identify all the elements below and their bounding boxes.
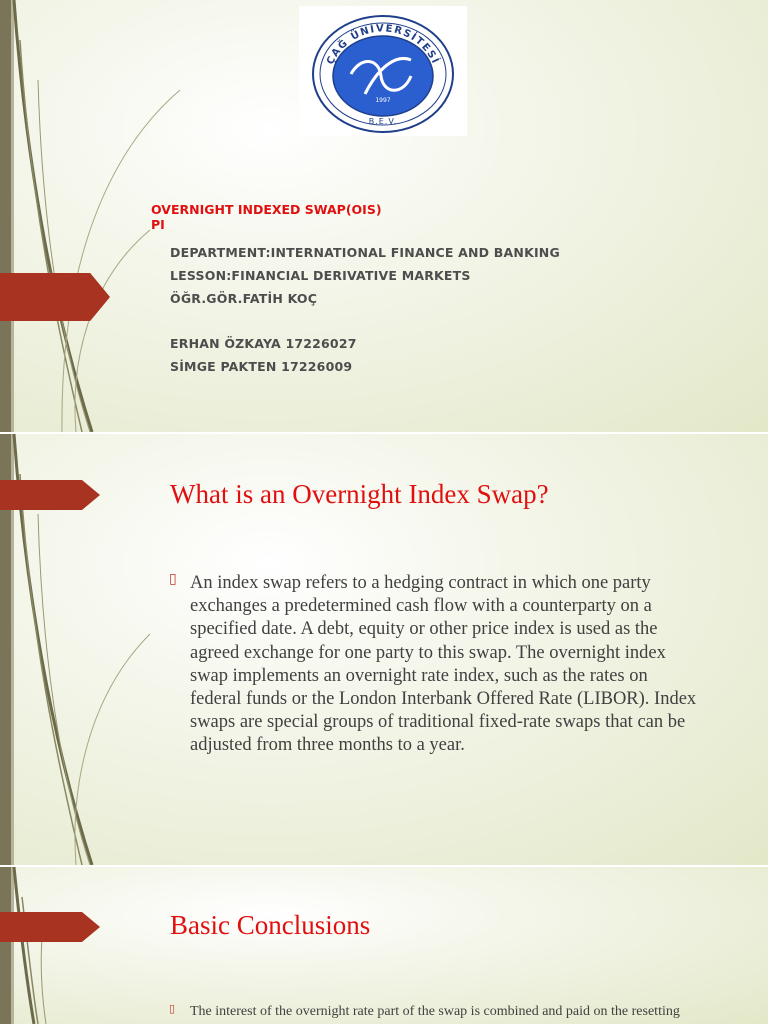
lesson-line: LESSON:FINANCIAL DERIVATIVE MARKETS (170, 268, 471, 283)
student-1-line: ERHAN ÖZKAYA 17226027 (170, 336, 357, 351)
bullet-line: swaps are special groups of traditional fixed-rate swaps that can be (190, 712, 686, 733)
bullet-line: swap implements an overnight rate index, such as the rates on (190, 665, 648, 686)
title-line-1: OVERNIGHT INDEXED SWAP(OIS) (151, 202, 382, 217)
decorative-curves (0, 867, 200, 1024)
presentation-title (151, 202, 382, 232)
bullet-line: adjusted from three months to a year. (190, 735, 465, 756)
student-2-line: SİMGE PAKTEN 17226009 (170, 359, 353, 374)
slide-heading: Basic Conclusions (170, 910, 371, 940)
bullet-icon: ▯ (169, 1002, 176, 1015)
bullet-line: agreed exchange for one party to this swap. The overnight index (190, 642, 666, 663)
instructor-line: ÖĞR.GÖR.FATİH KOÇ (170, 291, 318, 306)
bullet-text: The interest of the overnight rate part of the swap is combined and paid on the resetting (190, 1004, 680, 1019)
bullet-line: An index swap refers to a hedging contract in which one party (190, 573, 651, 593)
arrow-tab (0, 273, 110, 321)
logo-university-name: ÇAĞ ÜNİVERSİTESİ (325, 23, 442, 67)
slide-title (0, 0, 768, 432)
bullet-icon: ▯ (169, 571, 177, 587)
bullet-line: exchanges a predetermined cash flow with a counterparty on a (190, 596, 652, 617)
university-logo (299, 6, 467, 136)
slide-conclusions (0, 867, 768, 1024)
logo-year: 1997 (375, 97, 391, 104)
bullet-text (190, 572, 750, 758)
logo-initials: B.E.V. (368, 117, 398, 126)
arrow-tab (0, 912, 100, 942)
arrow-tab (0, 480, 100, 510)
slide-heading: What is an Overnight Index Swap? (170, 479, 549, 509)
slide-definition (0, 434, 768, 865)
bullet-line: specified date. A debt, equity or other price index is used as the (190, 619, 658, 640)
title-line-2: PI (151, 217, 165, 232)
bullet-line: federal funds or the London Interbank Offered Rate (LIBOR). Index (190, 689, 697, 710)
department-line: DEPARTMENT:INTERNATIONAL FINANCE AND BANKING (170, 245, 560, 260)
